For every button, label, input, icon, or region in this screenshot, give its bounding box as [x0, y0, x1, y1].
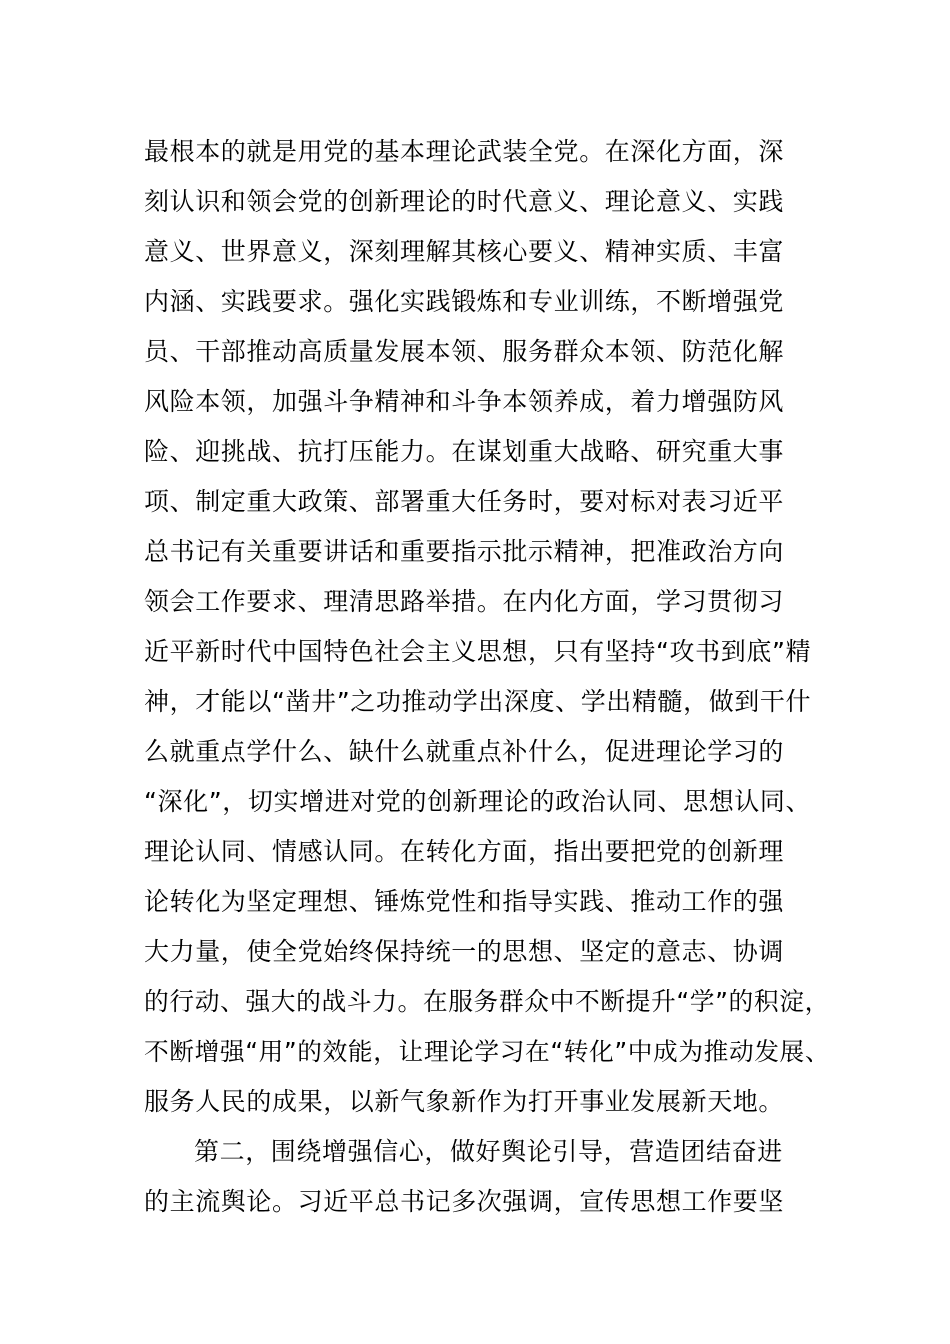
text-line: 不断增强“用”的效能，让理论学习在“转化”中成为推动发展、 [144, 1037, 831, 1066]
text-line: 员、干部推动高质量发展本领、服务群众本领、防范化解 [144, 337, 785, 366]
text-line: 近平新时代中国特色社会主义思想，只有坚持“攻书到底”精 [144, 637, 812, 666]
paragraph-start-line: 第二，围绕增强信心，做好舆论引导，营造团结奋进 [194, 1137, 783, 1166]
text-line: 服务人民的成果，以新气象新作为打开事业发展新天地。 [144, 1087, 785, 1116]
text-line: 么就重点学什么、缺什么就重点补什么，促进理论学习的 [144, 737, 785, 766]
text-line: 险、迎挑战、抗打压能力。在谋划重大战略、研究重大事 [144, 437, 785, 466]
text-line: 项、制定重大政策、部署重大任务时，要对标对表习近平 [144, 487, 785, 516]
text-line: 内涵、实践要求。强化实践锻炼和专业训练，不断增强党 [144, 287, 785, 316]
text-line: 的主流舆论。习近平总书记多次强调，宣传思想工作要坚 [144, 1187, 785, 1216]
text-line: 论转化为坚定理想、锤炼党性和指导实践、推动工作的强 [144, 887, 785, 916]
text-line: 神，才能以“凿井”之功推动学出深度、学出精髓，做到干什 [144, 687, 812, 716]
text-line: 风险本领，加强斗争精神和斗争本领养成，着力增强防风 [144, 387, 785, 416]
text-line: 理论认同、情感认同。在转化方面，指出要把党的创新理 [144, 837, 785, 866]
text-line: 的行动、强大的战斗力。在服务群众中不断提升“学”的积淀， [144, 987, 830, 1016]
text-line: 刻认识和领会党的创新理论的时代意义、理论意义、实践 [144, 187, 785, 216]
text-line: 最根本的就是用党的基本理论武装全党。在深化方面，深 [144, 137, 785, 166]
text-line: 大力量，使全党始终保持统一的思想、坚定的意志、协调 [144, 937, 785, 966]
text-line: 领会工作要求、理清思路举措。在内化方面，学习贯彻习 [144, 587, 785, 616]
text-line: 意义、世界意义，深刻理解其核心要义、精神实质、丰富 [144, 237, 785, 266]
text-line: “深化”，切实增进对党的创新理论的政治认同、思想认同、 [144, 787, 812, 816]
text-line: 总书记有关重要讲话和重要指示批示精神，把准政治方向 [144, 537, 785, 566]
